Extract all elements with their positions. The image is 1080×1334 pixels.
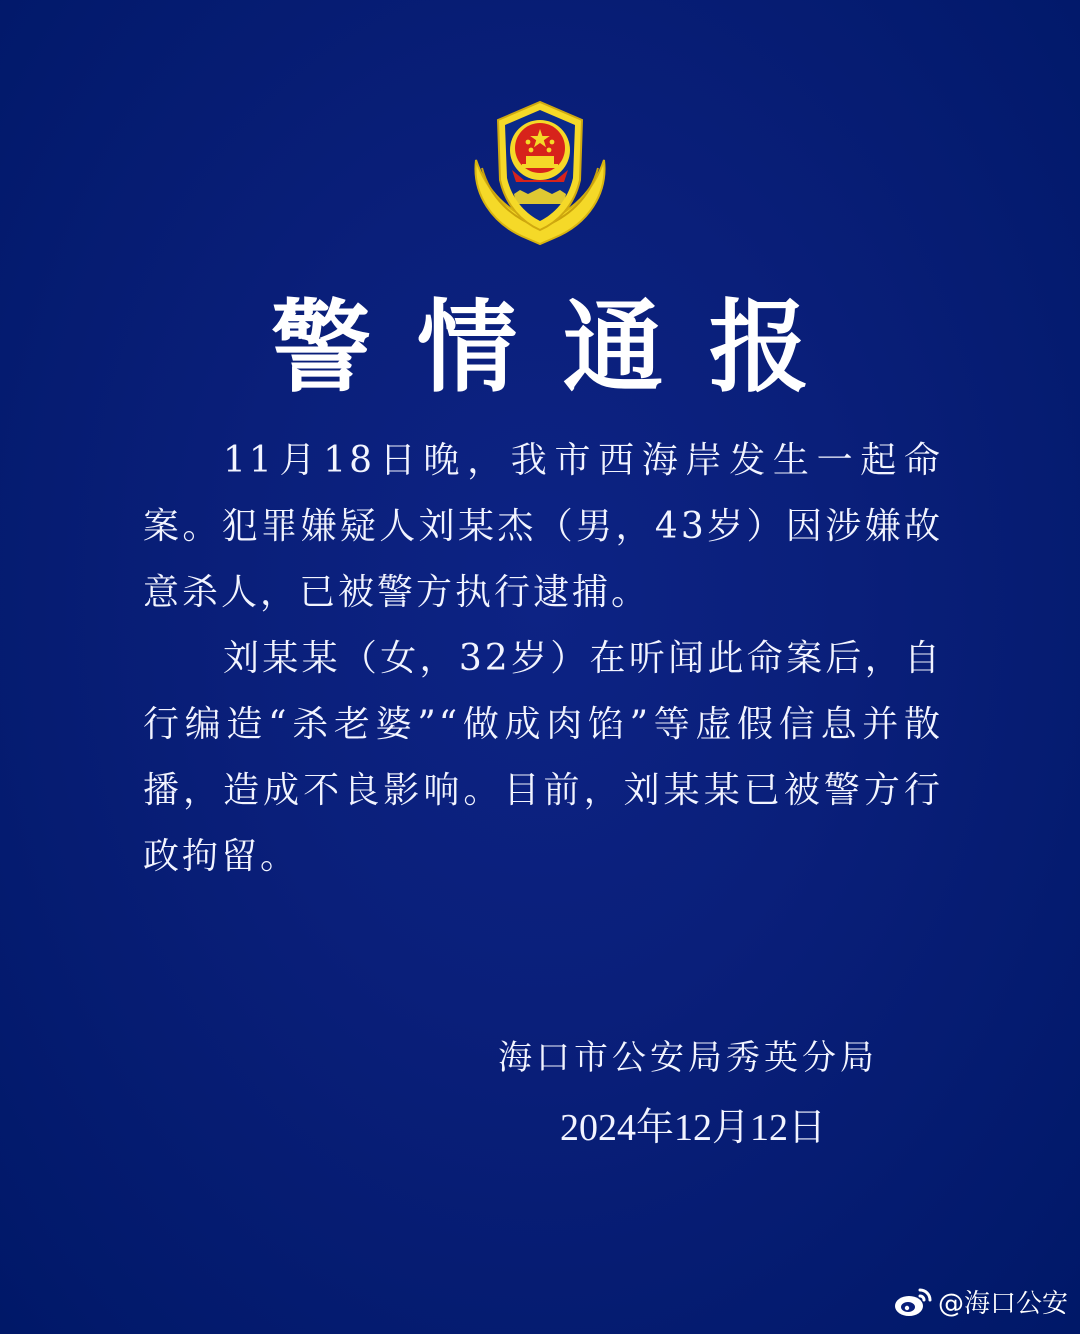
page-title: 警情通报 xyxy=(271,288,855,406)
notice-paragraph: 11月18日晚，我市西海岸发生一起命案。犯罪嫌疑人刘某杰（男，43岁）因涉嫌故意杀人，已被警方执行逮捕。 xyxy=(143,440,943,613)
weibo-handle: @海口公安 xyxy=(937,1289,1068,1319)
issue-date: 2024年12月12日 xyxy=(560,1107,827,1149)
notice-paragraph: 刘某某（女，32岁）在听闻此命案后，自行编造“杀老婆”“做成肉馅”等虚假信息并散播，造成不良影响。目前，刘某某已被警方行政拘留。 xyxy=(143,638,943,877)
notice-body xyxy=(143,428,943,890)
weibo-watermark xyxy=(894,1283,1068,1320)
weibo-icon xyxy=(894,1286,934,1318)
police-emblem-icon xyxy=(468,98,612,246)
issuer-name: 海口市公安局秀英分局 xyxy=(498,1038,878,1078)
